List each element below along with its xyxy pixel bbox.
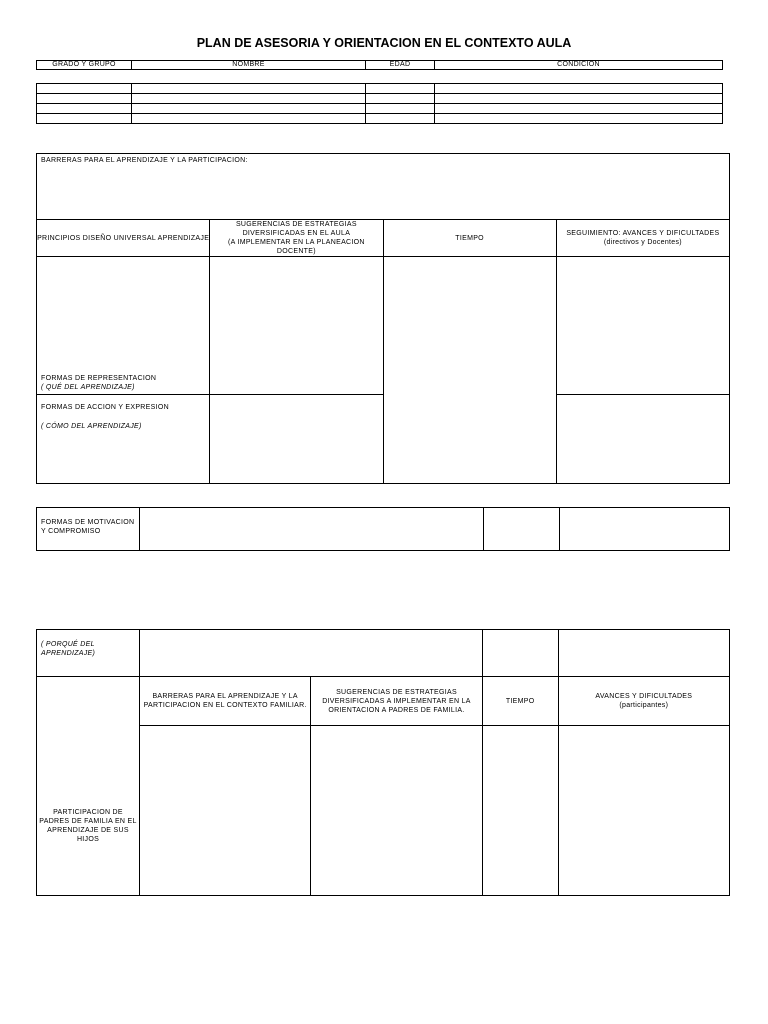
- porque-cell: [37, 630, 140, 677]
- table-row: [37, 104, 723, 114]
- header-edad: EDAD: [366, 61, 435, 70]
- col-sugerencias-familia: SUGERENCIAS DE ESTRATEGIAS DIVERSIFICADAS A IMPLEMENTAR EN LA ORIENTACION A PADRES DE FAMILIA.: [311, 677, 482, 726]
- motivacion-tiempo-field[interactable]: [484, 508, 560, 551]
- cell[interactable]: [132, 94, 366, 104]
- participacion-label: PARTICIPACION DE PADRES DE FAMILIA EN EL APRENDIZAJE DE SUS HIJOS: [39, 809, 137, 843]
- cell[interactable]: [37, 114, 132, 124]
- cell[interactable]: [366, 114, 435, 124]
- col-sugerencias: SUGERENCIAS DE ESTRATEGIAS DIVERSIFICADAS EN EL AULA (A IMPLEMENTAR EN LA PLANEACION DOCENTE): [210, 220, 383, 257]
- col-seguimiento: SEGUIMIENTO: AVANCES Y DIFICULTADES (directivos y Docentes): [556, 220, 729, 257]
- student-header-table: [36, 60, 723, 70]
- header-grado-grupo: GRADO Y GRUPO: [37, 61, 132, 70]
- participacion-cell: [37, 677, 140, 896]
- porque-label: ( PORQUÉ DEL APRENDIZAJE): [41, 641, 96, 657]
- motivacion-label: FORMAS DE MOTIVACION Y COMPROMISO: [41, 519, 135, 535]
- cell[interactable]: [435, 84, 723, 94]
- barreras-familia-field[interactable]: [140, 726, 311, 896]
- cell[interactable]: [435, 114, 723, 124]
- section-aula-table: [36, 153, 730, 484]
- cell[interactable]: [37, 84, 132, 94]
- section-motivacion-table: [36, 507, 730, 551]
- col-avances-familia: AVANCES Y DIFICULTADES (participantes): [558, 677, 729, 726]
- motivacion-sugerencias-field[interactable]: [140, 508, 484, 551]
- col-principios: PRINCIPIOS DISEÑO UNIVERSAL APRENDIZAJE: [37, 220, 210, 257]
- cell[interactable]: [435, 104, 723, 114]
- header-condicion: CONDICION: [435, 61, 723, 70]
- cell[interactable]: [132, 114, 366, 124]
- table-row: [37, 84, 723, 94]
- porque-tiempo-field[interactable]: [482, 630, 558, 677]
- col-tiempo-familia: TIEMPO: [482, 677, 558, 726]
- representacion-cell: [37, 257, 210, 395]
- student-rows-table: [36, 83, 723, 124]
- accion-label: FORMAS DE ACCION Y EXPRESION: [41, 404, 169, 411]
- representacion-label: FORMAS DE REPRESENTACION: [41, 375, 157, 382]
- accion-sugerencias-field[interactable]: [210, 395, 383, 484]
- cell[interactable]: [366, 104, 435, 114]
- table-row: [37, 114, 723, 124]
- page-title: PLAN DE ASESORIA Y ORIENTACION EN EL CONTEXTO AULA: [196, 36, 572, 50]
- porque-seguimiento-field[interactable]: [558, 630, 729, 677]
- representacion-seguimiento-field[interactable]: [556, 257, 729, 395]
- cell[interactable]: [366, 94, 435, 104]
- porque-sugerencias-field[interactable]: [140, 630, 483, 677]
- col-barreras-familia: BARRERAS PARA EL APRENDIZAJE Y LA PARTICIPACION EN EL CONTEXTO FAMILIAR.: [140, 677, 311, 726]
- tiempo-field[interactable]: [383, 257, 556, 484]
- cell[interactable]: [435, 94, 723, 104]
- barreras-label: BARRERAS PARA EL APRENDIZAJE Y LA PARTICIPACION:: [41, 157, 248, 164]
- cell[interactable]: [132, 104, 366, 114]
- cell[interactable]: [132, 84, 366, 94]
- section-familia-table: [36, 629, 730, 896]
- header-nombre: NOMBRE: [132, 61, 366, 70]
- barreras-field[interactable]: [37, 154, 730, 220]
- motivacion-cell: [37, 508, 140, 551]
- cell[interactable]: [37, 104, 132, 114]
- cell[interactable]: [366, 84, 435, 94]
- cell[interactable]: [37, 94, 132, 104]
- accion-cell: [37, 395, 210, 484]
- accion-seguimiento-field[interactable]: [556, 395, 729, 484]
- representacion-sugerencias-field[interactable]: [210, 257, 383, 395]
- col-tiempo: TIEMPO: [383, 220, 556, 257]
- accion-sub: ( CÓMO DEL APRENDIZAJE): [41, 423, 142, 430]
- tiempo-familia-field[interactable]: [482, 726, 558, 896]
- representacion-sub: ( QUÉ DEL APRENDIZAJE): [41, 384, 135, 391]
- sugerencias-familia-field[interactable]: [311, 726, 482, 896]
- avances-familia-field[interactable]: [558, 726, 729, 896]
- motivacion-seguimiento-field[interactable]: [560, 508, 730, 551]
- table-row: [37, 94, 723, 104]
